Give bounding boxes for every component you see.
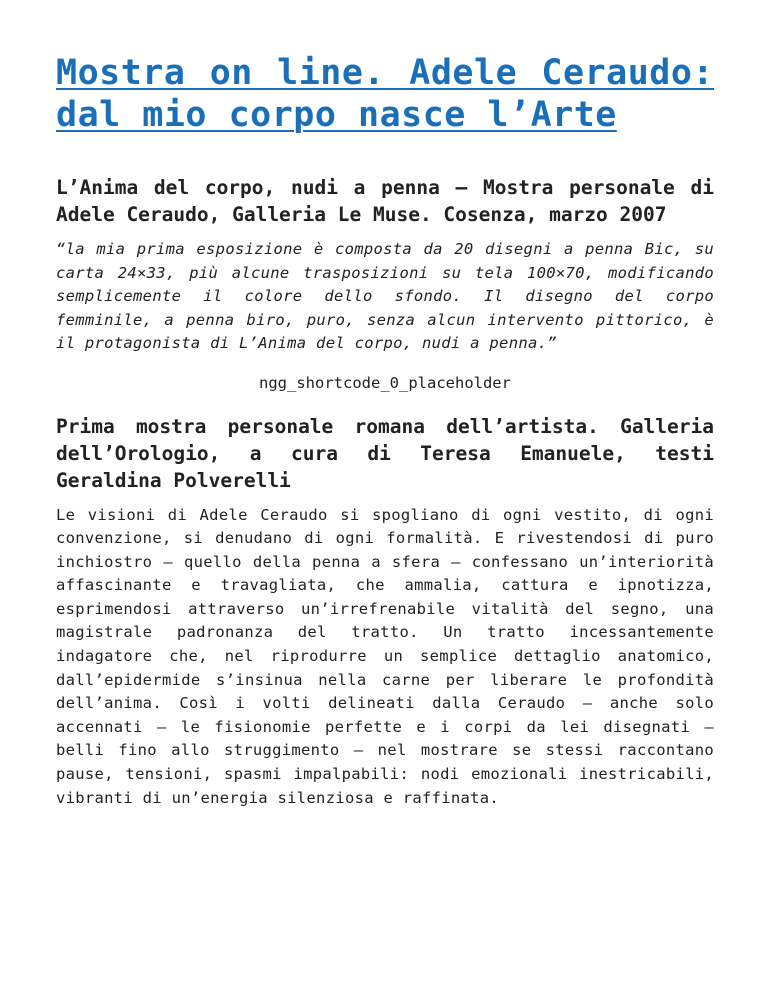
section-heading-roma: Prima mostra personale romana dell’artista. Galleria dell’Orologio, a cura di Teresa Emanuele, testi Geraldina Polverelli [56,414,714,492]
section-heading-cosenza: L’Anima del corpo, nudi a penna – Mostra personale di Adele Ceraudo, Galleria Le Muse. Cosenza, marzo 2007 [56,176,714,226]
article-paragraph: Le visioni di Adele Ceraudo si spogliano di ogni vestito, di ogni convenzione, si denudano di ogni formalità. E rivestendosi di puro inchiostro – quello della penna a sfera – confessano un’interiorità affascinante e travagliata, che ammalia, cattura e ipnotizza, esprimendosi attraverso un’irrefrenabile vitalità del segno, una magistrale padronanza del tratto. Un tratto incessantemente indagatore che, nel riprodurre un semplice dettaglio anatomico, dall’epidermide s’insinua nella carne per liberare le profondità dell’anima. Così i volti delineati dalla Ceraudo – anche solo accennati – le fisionomie perfette e i corpi da lei disegnati – belli fino allo struggimento – nel mostrare se stessi raccontano pause, tensioni, spasmi impalpabili: nodi emozionali inestricabili, vibranti di un’energia silenziosa e raffinata. [56,505,714,807]
gallery-shortcode-placeholder: ngg_shortcode_0_placeholder [259,373,511,392]
article-title [56,52,714,136]
artist-quote: “la mia prima esposizione è composta da 20 disegni a penna Bic, su carta 24×33, più alcune trasposizioni su tela 100×70, modificando semplicemente il colore dello sfondo. Il disegno del corpo femminile, a penna biro, puro, senza alcun intervento pittorico, è il protagonista di L’Anima del corpo, nudi a penna.” [56,240,714,352]
article-title-link[interactable]: Mostra on line. Adele Ceraudo: dal mio corpo nasce l’Arte [56,53,714,135]
